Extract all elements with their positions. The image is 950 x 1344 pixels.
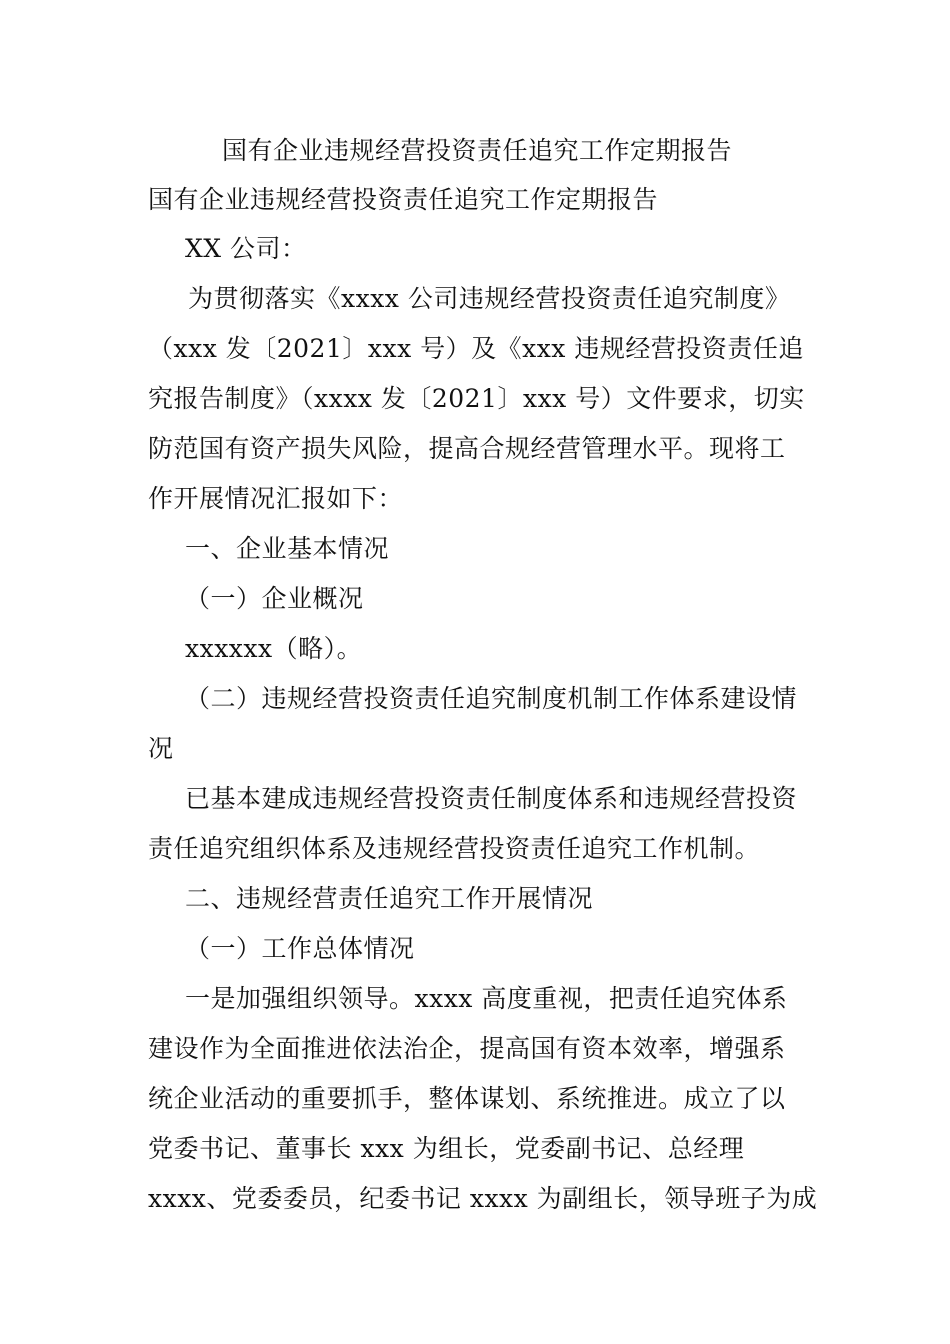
body-line: 责任追究组织体系及违规经营投资责任追究工作机制。 xyxy=(148,834,761,863)
body-line: （xxx 发〔2021〕xxx 号）及《xxx 违规经营投资责任追 xyxy=(148,334,804,363)
document-subtitle: 国有企业违规经营投资责任追究工作定期报告 xyxy=(148,185,659,214)
subsection-heading: （二）违规经营投资责任追究制度机制工作体系建设情 xyxy=(185,684,798,713)
body-line: 一是加强组织领导。xxxx 高度重视，把责任追究体系 xyxy=(185,984,788,1013)
body-line: 党委书记、董事长 xxx 为组长，党委副书记、总经理 xyxy=(148,1134,745,1163)
body-line: 已基本建成违规经营投资责任制度体系和违规经营投资 xyxy=(185,784,798,813)
body-line: 防范国有资产损失风险，提高合规经营管理水平。现将工 xyxy=(148,434,786,463)
body-line: 作开展情况汇报如下： xyxy=(148,484,404,513)
body-line: xxxxxx（略）。 xyxy=(185,634,363,663)
addressee: XX 公司： xyxy=(185,234,307,263)
document-title: 国有企业违规经营投资责任追究工作定期报告 xyxy=(222,136,733,165)
subsection-heading-cont: 况 xyxy=(148,734,174,763)
subsection-heading: （一）企业概况 xyxy=(185,584,364,613)
body-line: 建设作为全面推进依法治企，提高国有资本效率，增强系 xyxy=(148,1034,786,1063)
section-heading: 一、企业基本情况 xyxy=(185,534,390,563)
body-line: 为贯彻落实《xxxx 公司违规经营投资责任追究制度》 xyxy=(188,284,791,313)
body-line: 统企业活动的重要抓手，整体谋划、系统推进。成立了以 xyxy=(148,1084,786,1113)
section-heading: 二、违规经营责任追究工作开展情况 xyxy=(185,884,594,913)
body-line: xxxx、党委委员，纪委书记 xxxx 为副组长，领导班子为成 xyxy=(148,1184,818,1213)
subsection-heading: （一）工作总体情况 xyxy=(185,934,415,963)
body-line: 究报告制度》（xxxx 发〔2021〕xxx 号）文件要求，切实 xyxy=(148,384,805,413)
